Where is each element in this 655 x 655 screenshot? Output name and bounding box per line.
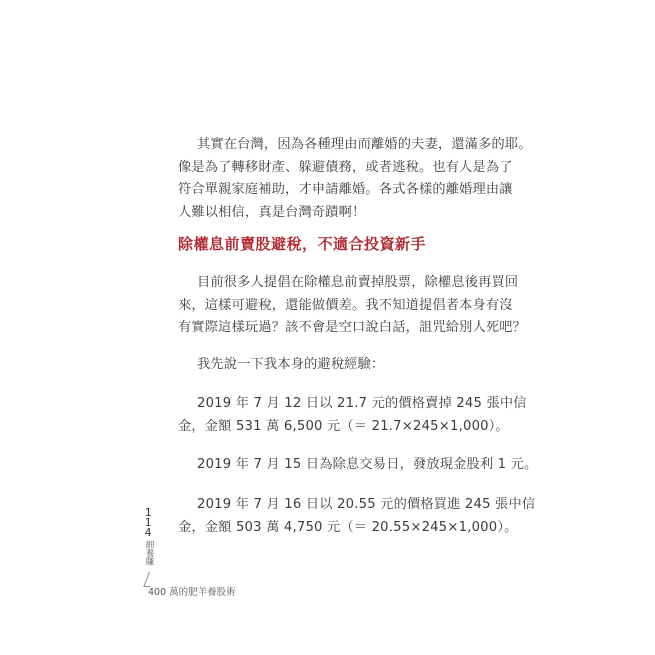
paragraph-ex-dividend-record <box>178 454 538 477</box>
text-line: 像是為了轉移財產、躲避債務，或者逃稅。也有人是為了 <box>178 159 513 175</box>
running-book-subtitle: 400 萬的肥羊養股術 <box>148 587 236 598</box>
paragraph-experience-intro <box>178 354 478 377</box>
paragraph-sell-record <box>178 393 527 438</box>
text-line: 符合單親家庭補助，才申請離婚。各式各樣的離婚理由讓 <box>178 182 513 197</box>
text-line: 金，金額 503 萬 4,750 元（＝ 20.55×245×1,000）。 <box>178 519 518 535</box>
text-line: 金，金額 531 萬 6,500 元（＝ 21.7×245×1,000）。 <box>178 418 509 434</box>
text-line: 2019 年 7 月 12 日以 21.7 元的價格賣掉 245 張中信 <box>197 396 527 411</box>
paragraph-divorce-reasons <box>178 134 532 224</box>
page-number-digit: 1 <box>144 516 152 529</box>
running-book-title: 細養賺 <box>144 540 154 566</box>
paragraph-buy-record <box>178 494 536 539</box>
text-line: 我先說一下我本身的避稅經驗： <box>197 357 385 372</box>
section-heading: 除權息前賣股避稅，不適合投資新手 <box>178 235 427 253</box>
text-line: 人難以相信，真是台灣奇蹟啊！ <box>178 204 366 220</box>
text-line: 來，這樣可避稅，還能做價差。我不知道提倡者本身有沒 <box>178 297 513 313</box>
text-line: 2019 年 7 月 16 日以 20.55 元的價格買進 245 張中信 <box>197 497 536 512</box>
page-number-digit: 4 <box>144 526 152 539</box>
text-line: 2019 年 7 月 15 日為除息交易日，發放現金股利 1 元。 <box>197 457 538 472</box>
page-number-digit: 1 <box>144 506 152 519</box>
paragraph-tax-avoidance-intro <box>178 272 527 340</box>
page-number <box>142 508 154 538</box>
text-line: 有實際這樣玩過？該不會是空口說白話，詛咒給別人死吧？ <box>178 320 527 335</box>
text-line: 其實在台灣，因為各種理由而離婚的夫妻，還滿多的耶。 <box>197 137 532 152</box>
text-line: 目前很多人提倡在除權息前賣掉股票，除權息後再買回 <box>197 275 519 290</box>
